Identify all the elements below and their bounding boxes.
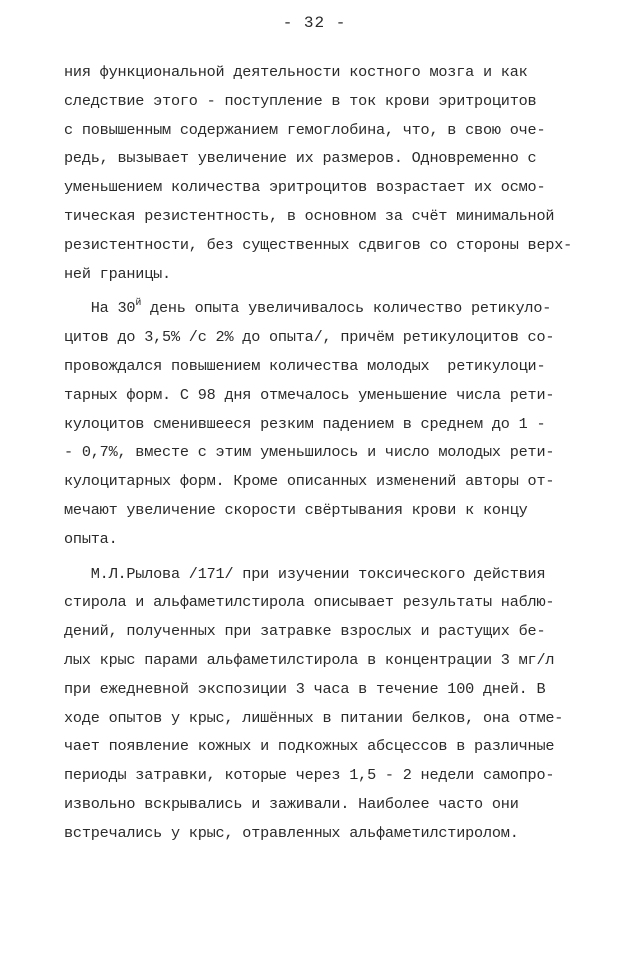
text-line: кулоцитарных форм. Кроме описанных изменений авторы от- <box>64 472 555 491</box>
text-line: ния функциональной деятельности костного мозга и как <box>64 63 528 81</box>
line-part: день опыта увеличивалось количество ретикуло- <box>141 299 552 318</box>
page-number: - 32 - <box>282 14 347 32</box>
text-line: тарных форм. С 98 дня отмечалось уменьшение числа рети- <box>64 385 555 404</box>
paragraph-1 <box>64 58 594 288</box>
text-line: - 0,7%, вместе с этим уменьшилось и число молодых рети- <box>64 443 555 462</box>
text-line: мечают увеличение скорости свёртывания крови к концу <box>64 500 528 519</box>
text-line: дений, полученных при затравке взрослых и растущих бе- <box>64 622 546 641</box>
text-line: следствие этого - поступление в ток крови эритроцитов <box>64 91 537 110</box>
text-line: опыта. <box>64 529 118 548</box>
paragraph-3 <box>64 560 594 848</box>
text-line: при ежедневной экспозиции 3 часа в течение 100 дней. В <box>64 679 546 698</box>
text-line: провождался повышением количества молодых ретикулоци- <box>64 356 546 375</box>
text-line: кулоцитов сменившееся резким падением в среднем до 1 - <box>64 414 546 433</box>
text-line: М.Л.Рылова /171/ при изучении токсического действия <box>64 564 546 583</box>
text-line: резистентности, без существенных сдвигов со стороны верх- <box>64 235 573 254</box>
text-line-with-superscript <box>64 294 594 323</box>
text-line: с повышенным содержанием гемоглобина, что, в свою оче- <box>64 120 546 139</box>
text-line: встречались у крыс, отравленных альфаметилстиролом. <box>64 823 519 842</box>
text-line: чает появление кожных и подкожных абсцессов в различные <box>64 737 555 756</box>
text-line: цитов до 3,5% /с 2% до опыта/, причём ретикулоцитов со- <box>64 328 555 347</box>
text-line: редь, вызывает увеличение их размеров. Одновременно с <box>64 149 537 168</box>
text-line: ходе опытов у крыс, лишённых в питании белков, она отме- <box>64 708 564 727</box>
text-line: периоды затравки, которые через 1,5 - 2 недели самопро- <box>64 766 555 785</box>
body-text <box>64 58 594 848</box>
text-line: стирола и альфаметилстирола описывает результаты наблю- <box>64 593 555 612</box>
text-line: извольно вскрывались и заживали. Наиболее часто они <box>64 794 519 813</box>
superscript: й <box>135 298 142 310</box>
text-line: тическая резистентность, в основном за счёт минимальной <box>64 206 555 225</box>
line-part: На 30 <box>64 299 136 318</box>
paragraph-2 <box>64 294 594 553</box>
text-line: уменьшением количества эритроцитов возрастает их осмо- <box>64 178 546 197</box>
text-line: ней границы. <box>64 264 171 283</box>
text-line: лых крыс парами альфаметилстирола в концентрации 3 мг/л <box>64 650 555 669</box>
